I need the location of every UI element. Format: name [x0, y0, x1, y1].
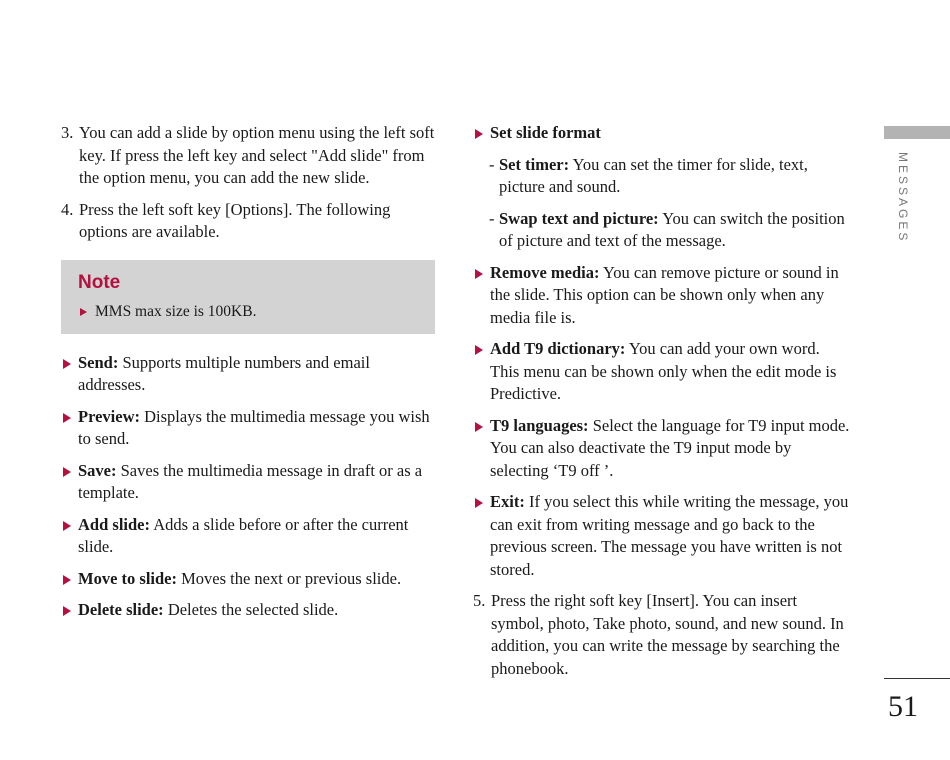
option-desc: You can add your own word. This menu can be shown only when the edit mode is Predictive.	[490, 339, 837, 403]
option-desc: Saves the multimedia message in draft or as a template.	[78, 460, 423, 502]
option-label: Exit:	[490, 492, 525, 511]
note-box	[61, 260, 435, 334]
sub-option-set-timer	[473, 154, 851, 199]
triangle-bullet-icon	[475, 269, 483, 279]
section-label: MESSAGES	[896, 152, 910, 244]
step-number: 4.	[61, 199, 74, 219]
triangle-bullet-icon	[475, 345, 483, 355]
option-set-slide-format	[473, 122, 851, 145]
option-desc: Deletes the selected slide.	[167, 600, 339, 619]
option-desc: Displays the multimedia message you wish to send.	[78, 406, 430, 448]
triangle-bullet-icon	[63, 575, 71, 585]
triangle-bullet-icon	[475, 129, 483, 139]
option-add-t9-dictionary	[473, 338, 851, 406]
option-send	[61, 352, 437, 397]
sub-option-desc: You can set the timer for slide, text, picture and sound.	[499, 154, 808, 196]
option-label: Send:	[78, 352, 119, 372]
option-delete-slide	[61, 599, 437, 622]
option-t9-languages	[473, 415, 851, 483]
note-title: Note	[78, 271, 121, 293]
option-move-to-slide	[61, 568, 437, 591]
option-label: Add T9 dictionary:	[490, 339, 626, 358]
option-label: Preview:	[78, 406, 140, 426]
option-desc: You can remove picture or sound in the slide. This option can be shown only when any media file is.	[490, 262, 839, 327]
triangle-bullet-icon	[80, 308, 87, 316]
note-item	[78, 302, 419, 322]
option-save	[61, 460, 437, 505]
right-column	[473, 122, 851, 689]
step-number: 5.	[473, 591, 486, 610]
sub-option-label: Swap text and picture:	[499, 208, 659, 228]
triangle-bullet-icon	[475, 422, 483, 432]
option-label: T9 languages:	[490, 415, 589, 435]
step-4	[61, 199, 437, 244]
triangle-bullet-icon	[63, 467, 71, 477]
step-5	[473, 590, 851, 680]
option-label: Move to slide:	[78, 568, 177, 588]
option-exit	[473, 491, 851, 581]
triangle-bullet-icon	[63, 606, 71, 616]
option-desc: Adds a slide before or after the current slide.	[78, 514, 409, 556]
sub-option-label: Set timer:	[499, 154, 570, 174]
triangle-bullet-icon	[475, 498, 483, 508]
triangle-bullet-icon	[63, 359, 71, 369]
option-label: Save:	[78, 460, 117, 480]
option-label: Remove media:	[490, 262, 600, 282]
option-label: Add slide:	[78, 514, 150, 534]
option-label: Delete slide:	[78, 600, 164, 619]
step-text: Press the right soft key [Insert]. You can insert symbol, photo, Take photo, sound, and new sound. In addition, you can write the message by searching the phonebook.	[491, 591, 844, 678]
triangle-bullet-icon	[63, 521, 71, 531]
sub-option-swap-text-and-picture	[473, 208, 851, 253]
option-desc: Moves the next or previous slide.	[181, 568, 402, 588]
option-preview	[61, 406, 437, 451]
option-label: Set slide format	[490, 123, 601, 142]
left-column	[61, 122, 437, 631]
page-number: 51	[888, 690, 918, 723]
section-tab	[884, 126, 950, 139]
step-3	[61, 122, 437, 190]
dash-marker: -	[489, 208, 495, 228]
option-desc: Supports multiple numbers and email addresses.	[78, 352, 370, 394]
triangle-bullet-icon	[63, 413, 71, 423]
option-desc: Select the language for T9 input mode. You can also deactivate the T9 input mode by selecting ‘T9 off ’.	[490, 415, 850, 480]
step-text: You can add a slide by option menu using the left soft key. If press the left key and select "Add slide" from the option menu, you can add the new slide.	[79, 123, 435, 187]
note-text: MMS max size is 100KB.	[95, 302, 257, 320]
option-desc: If you select this while writing the message, you can exit from writing message and go back to the previous screen. The message you have written is not stored.	[490, 492, 849, 579]
step-number: 3.	[61, 123, 74, 142]
option-remove-media	[473, 262, 851, 330]
dash-marker: -	[489, 154, 495, 174]
step-text: Press the left soft key [Options]. The following options are available.	[79, 199, 391, 241]
page-number-rule	[884, 678, 950, 679]
sub-option-desc: You can switch the position of picture and text of the message.	[499, 208, 845, 250]
option-add-slide	[61, 514, 437, 559]
